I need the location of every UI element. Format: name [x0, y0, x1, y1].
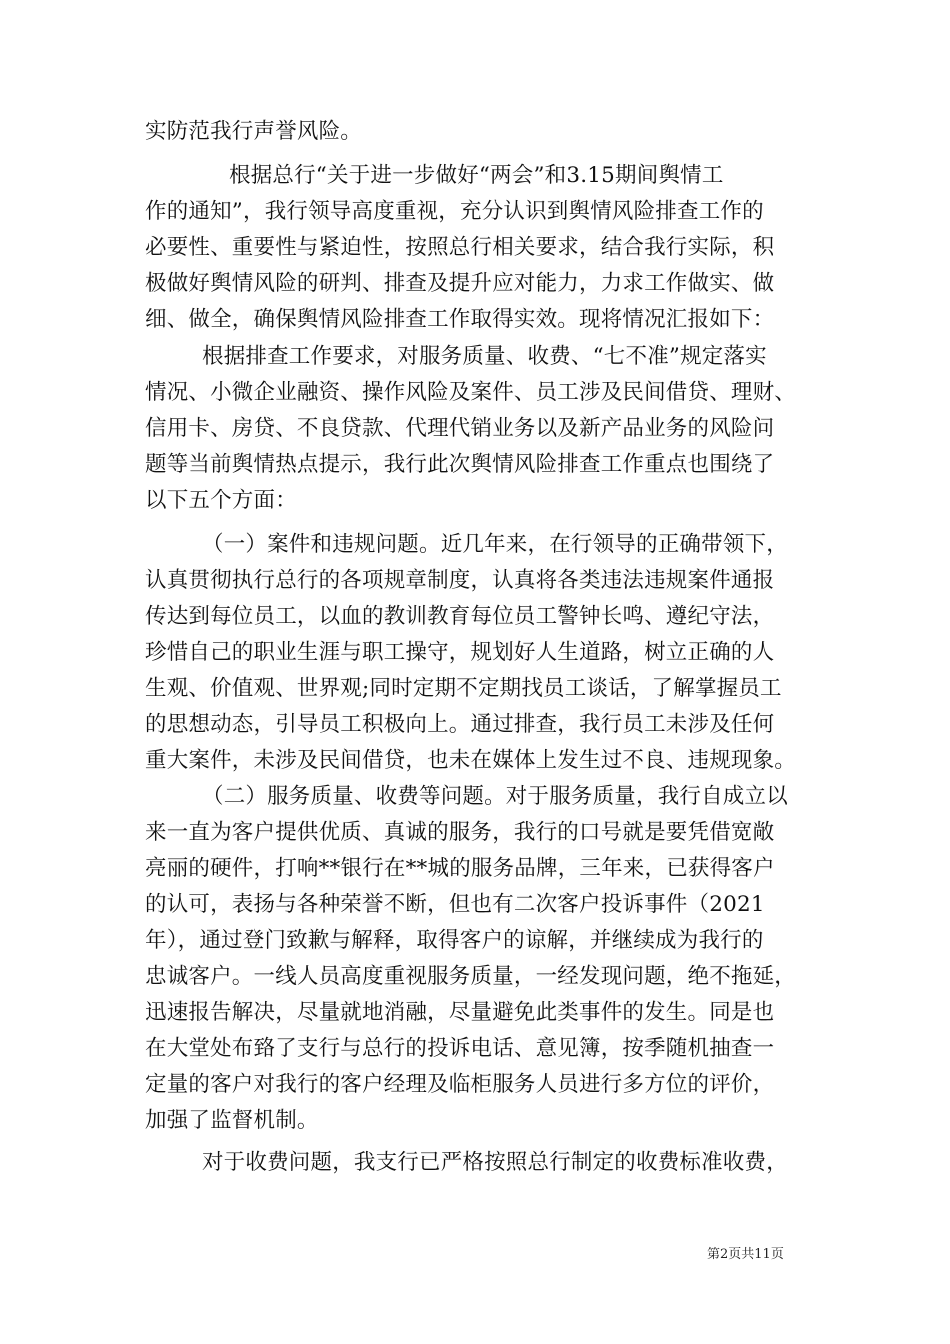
body-text-line: （一）案件和违规问题。近几年来，在行领导的正确带领下， — [202, 532, 788, 557]
body-text-line: 的认可，表扬与各种荣誉不断，但也有二次客户投诉事件（2021 — [145, 892, 765, 917]
body-text-line: 必要性、重要性与紧迫性，按照总行相关要求，结合我行实际，积 — [145, 235, 775, 260]
body-text-line: 生观、价值观、世界观;同时定期不定期找员工谈话，了解掌握员工 — [145, 676, 782, 701]
body-text-line: 定量的客户对我行的客户经理及临柜服务人员进行多方位的评价， — [145, 1072, 775, 1097]
body-text-line: 来一直为客户提供优质、真诚的服务，我行的口号就是要凭借宽敞 — [145, 820, 775, 845]
body-text-line: 实防范我行声誉风险。 — [145, 119, 363, 144]
body-text-line: 亮丽的硬件，打响**银行在**城的服务品牌，三年来，已获得客户 — [145, 856, 775, 881]
body-text-line: 情况、小微企业融资、操作风险及案件、员工涉及民间借贷、理财、 — [145, 380, 797, 405]
body-text-line: 加强了监督机制。 — [145, 1108, 319, 1133]
body-text-line: 题等当前舆情热点提示，我行此次舆情风险排查工作重点也围绕了 — [145, 452, 775, 477]
body-text-line: （二）服务质量、收费等问题。对于服务质量，我行自成立以 — [202, 784, 788, 809]
body-text-line: 信用卡、房贷、不良贷款、代理代销业务以及新产品业务的风险问 — [145, 416, 775, 441]
body-text-line: 以下五个方面： — [145, 488, 297, 513]
body-text-line: 根据排查工作要求，对服务质量、收费、“七不准”规定落实 — [202, 344, 767, 369]
body-text-line: 极做好舆情风险的研判、排查及提升应对能力，力求工作做实、做 — [145, 271, 775, 296]
body-text-line: 传达到每位员工，以血的教训教育每位员工警钟长鸣、遵纪守法， — [145, 604, 775, 629]
body-text-line: 作的通知”，我行领导高度重视，充分认识到舆情风险排查工作的 — [145, 199, 764, 224]
body-text-line: 细、做全，确保舆情风险排查工作取得实效。现将情况汇报如下： — [145, 307, 775, 332]
body-text-line: 认真贯彻执行总行的各项规章制度，认真将各类违法违规案件通报 — [145, 568, 775, 593]
page-number-footer: 第2页共11页 — [707, 1247, 784, 1262]
body-text-line: 迅速报告解决，尽量就地消融，尽量避免此类事件的发生。同是也 — [145, 1000, 775, 1025]
body-text-line: 珍惜自己的职业生涯与职工操守，规划好人生道路，树立正确的人 — [145, 640, 775, 665]
body-text-line: 在大堂处布臵了支行与总行的投诉电话、意见簿，按季随机抽查一 — [145, 1036, 775, 1061]
body-text-line: 年），通过登门致歉与解释，取得客户的谅解，并继续成为我行的 — [145, 928, 764, 953]
body-text-line: 根据总行“关于进一步做好“两会”和3.15期间舆情工 — [229, 163, 724, 188]
body-text-line: 对于收费问题，我支行已严格按照总行制定的收费标准收费， — [202, 1150, 788, 1175]
body-text-line: 重大案件，未涉及民间借贷，也未在媒体上发生过不良、违规现象。 — [145, 748, 797, 773]
body-text-line: 忠诚客户。一线人员高度重视服务质量，一经发现问题，绝不拖延， — [145, 964, 797, 989]
body-text-line: 的思想动态，引导员工积极向上。通过排查，我行员工未涉及任何 — [145, 712, 775, 737]
